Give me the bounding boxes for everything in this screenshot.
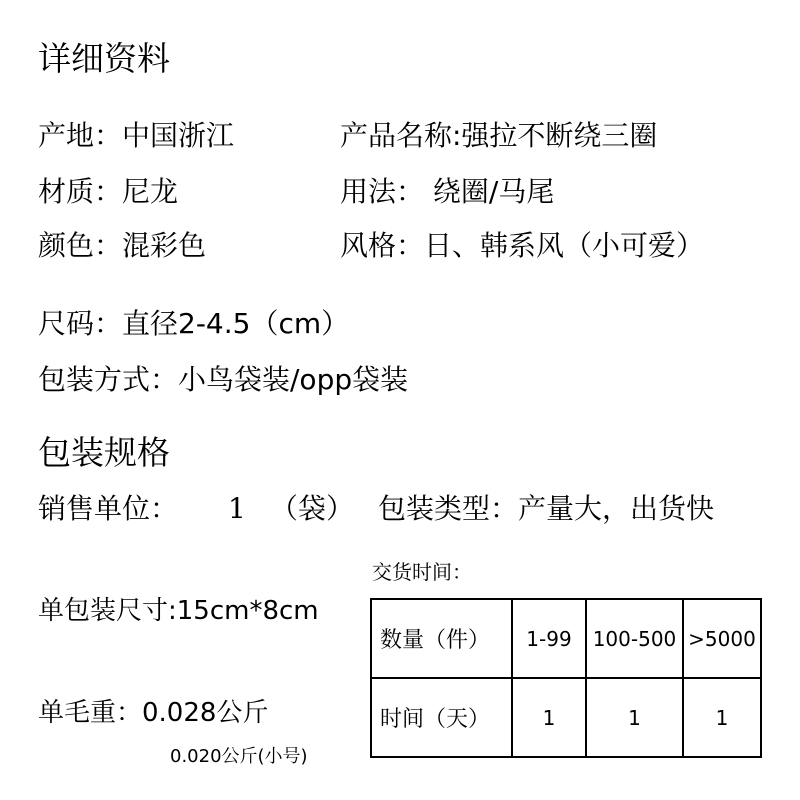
size-text: 尺码：直径2-4.5（cm） [38, 307, 350, 340]
time-cell: 1 [512, 678, 586, 757]
package-size-text: 单包装尺寸:15cm*8cm [38, 596, 319, 626]
style-text: 风格：日、韩系风（小可爱） [340, 229, 705, 262]
gross-weight-small-text: 0.020公斤(小号) [170, 746, 308, 767]
details-title: 详细资料 [38, 39, 170, 78]
origin-text: 产地：中国浙江 [38, 119, 235, 152]
quantity-cell: 100-500 [586, 599, 683, 678]
package-type-text: 包装类型：产量大，出货快 [378, 492, 715, 525]
time-cell: 1 [683, 678, 761, 757]
material-text: 材质：尼龙 [38, 175, 179, 208]
packaging-title: 包装规格 [38, 433, 170, 472]
time-row [371, 678, 761, 757]
sales-unit-value: 1 [228, 492, 246, 525]
delivery-time-label: 交货时间： [372, 560, 472, 584]
quantity-cell: >5000 [683, 599, 761, 678]
color-text: 颜色：混彩色 [38, 229, 207, 262]
sales-unit-suffix: （袋） [270, 492, 355, 525]
gross-weight-text: 单毛重：0.028公斤 [38, 698, 269, 728]
packing-method-text: 包装方式：小鸟袋装/opp袋装 [38, 363, 409, 396]
time-cell: 1 [586, 678, 683, 757]
time-header-cell: 时间（天） [371, 678, 512, 757]
quantity-cell: 1-99 [512, 599, 586, 678]
quantity-header-cell: 数量（件） [371, 599, 512, 678]
delivery-table [370, 598, 762, 758]
quantity-row [371, 599, 761, 678]
product-name-text: 产品名称:强拉不断绕三圈 [340, 119, 658, 152]
usage-text: 用法： 绕圈/马尾 [340, 175, 555, 208]
sales-unit-label: 销售单位： [38, 492, 179, 525]
